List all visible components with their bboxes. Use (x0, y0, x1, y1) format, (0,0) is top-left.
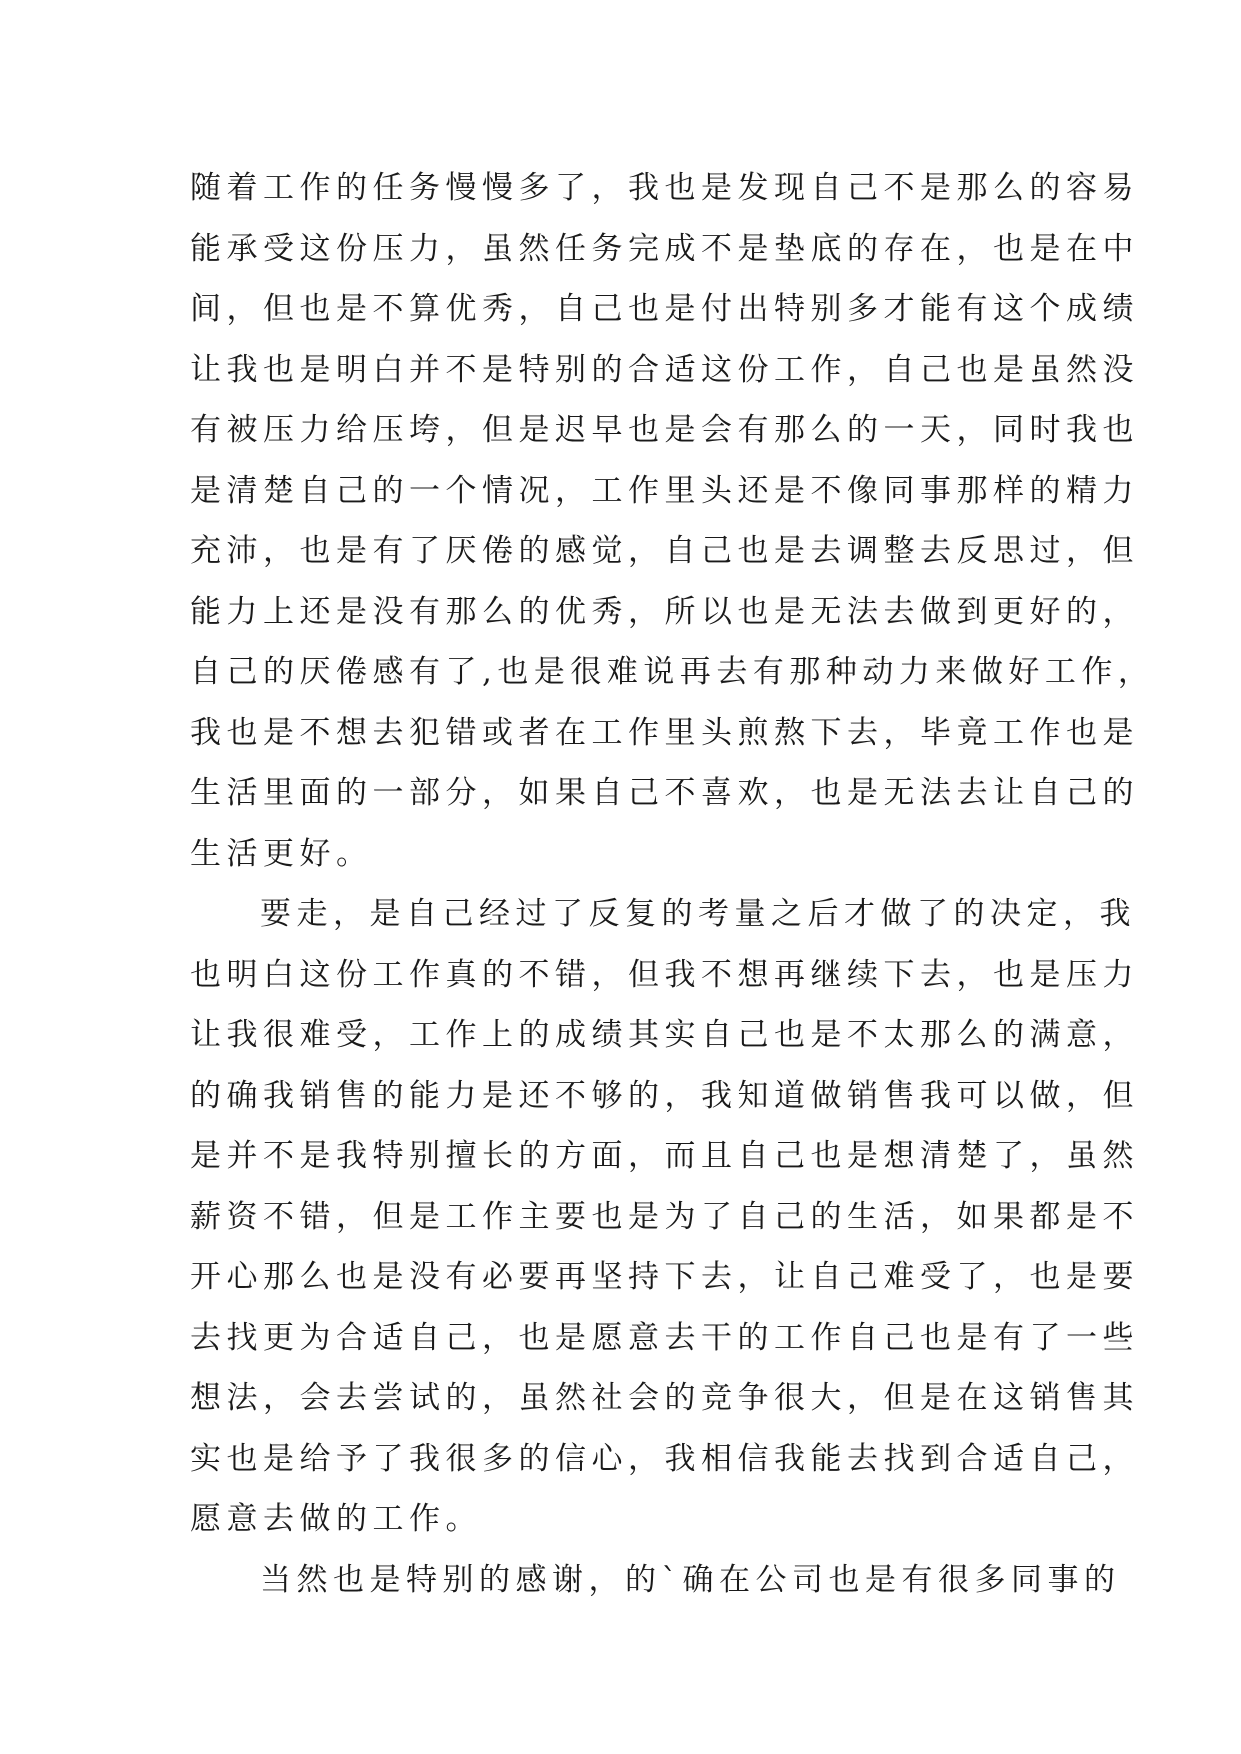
document-body (190, 158, 1155, 1610)
text-line: 充沛，也是有了厌倦的感觉，自己也是去调整去反思过，但 (190, 533, 1139, 569)
text-line: 生活里面的一部分，如果自己不喜欢，也是无法去让自己的 (190, 775, 1139, 811)
text-line: 自己的厌倦感有了,也是很难说再去有那种动力来做好工作， (190, 654, 1155, 690)
text-line: 实也是给予了我很多的信心，我相信我能去找到合适自己， (190, 1440, 1139, 1477)
text-line: 生活更好。 (190, 835, 373, 872)
text-line: 能力上还是没有那么的优秀，所以也是无法去做到更好的， (190, 593, 1139, 630)
text-line: 有被压力给压垮，但是迟早也是会有那么的一天，同时我也 (190, 412, 1139, 448)
paragraph (190, 158, 1155, 884)
text-line: 也明白这份工作真的不错，但我不想再继续下去，也是压力 (190, 956, 1139, 993)
text-line: 的确我销售的能力是还不够的，我知道做销售我可以做，但 (190, 1077, 1139, 1114)
text-line: 当然也是特别的感谢，的`确在公司也是有很多同事的 (260, 1561, 1121, 1598)
text-line: 愿意去做的工作。 (190, 1501, 482, 1537)
text-line: 开心那么也是没有必要再坚持下去，让自己难受了，也是要 (190, 1259, 1139, 1295)
text-line: 让我也是明白并不是特别的合适这份工作，自己也是虽然没 (190, 351, 1139, 388)
text-line: 是清楚自己的一个情况，工作里头还是不像同事那样的精力 (190, 472, 1139, 509)
paragraph (190, 884, 1139, 1550)
text-line: 想法，会去尝试的，虽然社会的竞争很大，但是在这销售其 (190, 1380, 1139, 1416)
text-line: 随着工作的任务慢慢多了，我也是发现自己不是那么的容易 (190, 170, 1139, 206)
text-line: 我也是不想去犯错或者在工作里头煎熬下去，毕竟工作也是 (190, 714, 1139, 751)
text-line: 去找更为合适自己，也是愿意去干的工作自己也是有了一些 (190, 1319, 1139, 1356)
text-line: 让我很难受，工作上的成绩其实自己也是不太那么的满意， (190, 1017, 1139, 1053)
text-line: 薪资不错，但是工作主要也是为了自己的生活，如果都是不 (190, 1198, 1139, 1235)
paragraph (190, 1550, 1121, 1611)
text-line: 是并不是我特别擅长的方面，而且自己也是想清楚了，虽然 (190, 1138, 1139, 1174)
text-line: 要走，是自己经过了反复的考量之后才做了的决定，我 (260, 896, 1136, 932)
text-line: 能承受这份压力，虽然任务完成不是垫底的存在，也是在中 (190, 230, 1139, 267)
text-line: 间，但也是不算优秀，自己也是付出特别多才能有这个成绩 (190, 291, 1139, 327)
